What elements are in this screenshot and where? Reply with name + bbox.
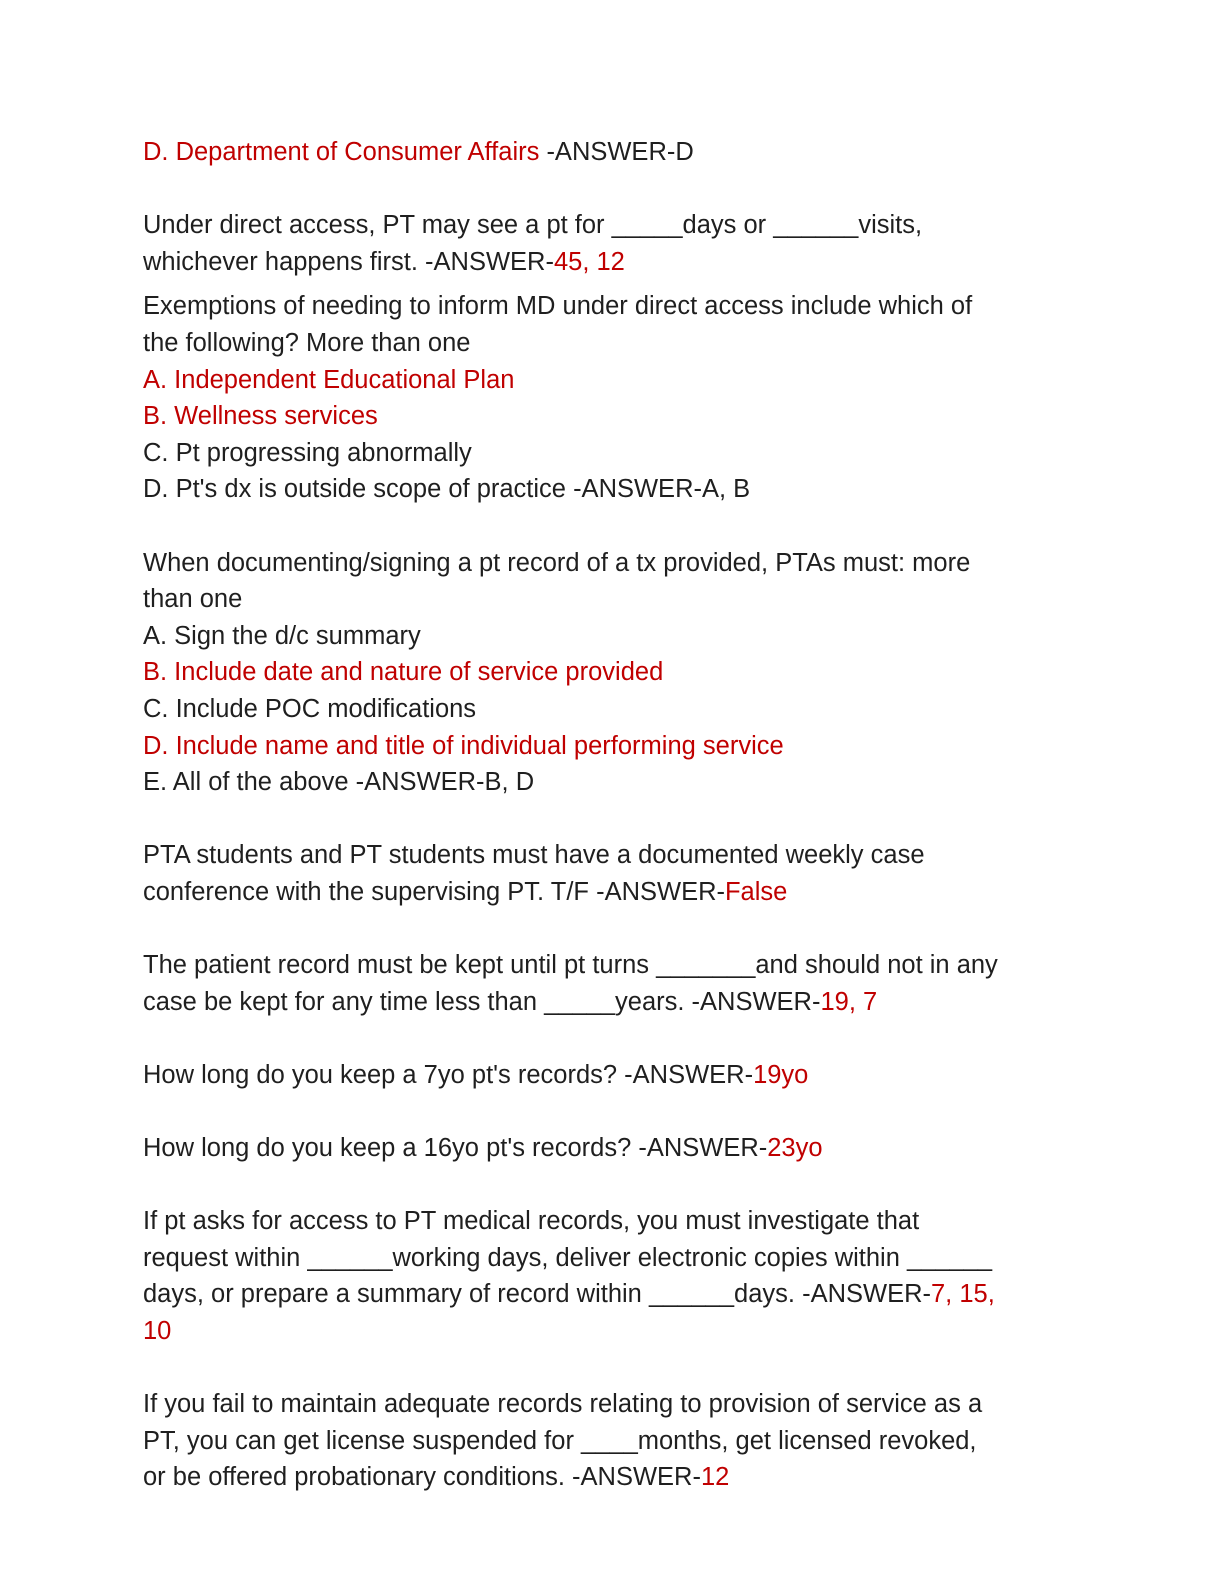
text-line (143, 545, 1103, 582)
block-spacer (143, 910, 1103, 947)
text-line (143, 581, 1103, 618)
question-text: whichever happens first. -ANSWER- (143, 247, 554, 276)
answer-text: 10 (143, 1317, 172, 1345)
text-line (143, 984, 1103, 1021)
answer-text: B. Wellness services (143, 402, 378, 431)
text-line (143, 1057, 1103, 1094)
text-line (143, 288, 1103, 325)
question-text: How long do you keep a 7yo pt's records? -ANSWER- (143, 1060, 754, 1089)
text-line (143, 1459, 1103, 1496)
answer-text: 7, 15, (931, 1280, 995, 1309)
question-text: Exemptions of needing to inform MD under direct access include which of (143, 292, 973, 321)
question-text: C. Pt progressing abnormally (143, 438, 472, 467)
question-text: -ANSWER-D (539, 138, 694, 166)
text-line (143, 1130, 1103, 1167)
text-line (143, 654, 1103, 691)
answer-text: D. Department of Consumer Affairs (143, 138, 540, 166)
question-block (143, 947, 1103, 1020)
text-line (143, 837, 1103, 874)
question-block (143, 134, 1103, 171)
block-spacer (143, 1093, 1103, 1130)
text-line (143, 134, 1103, 171)
block-spacer (143, 1167, 1103, 1204)
text-line (143, 1386, 1103, 1423)
question-text: The patient record must be kept until pt turns _______and should not in any (143, 951, 998, 980)
question-text: When documenting/signing a pt record of a tx provided, PTAs must: more (143, 548, 971, 577)
text-line (143, 691, 1103, 728)
block-spacer (143, 171, 1103, 208)
block-spacer (143, 801, 1103, 838)
question-text: A. Sign the d/c summary (143, 621, 421, 650)
question-text: or be offered probationary conditions. -ANSWER- (143, 1463, 701, 1492)
text-line (143, 728, 1103, 765)
answer-text: 19yo (753, 1060, 809, 1089)
answer-text: False (724, 877, 788, 906)
question-text: If you fail to maintain adequate records relating to provision of service as a (143, 1390, 983, 1419)
question-text: Under direct access, PT may see a pt for _____days or ______visits, (143, 211, 923, 240)
question-block (143, 545, 1103, 801)
question-text: conference with the supervising PT. T/F -ANSWER- (143, 877, 725, 906)
text-line (143, 618, 1103, 655)
question-text: request within ______working days, deliver electronic copies within ______ (143, 1243, 993, 1272)
text-line (143, 874, 1103, 911)
question-block (143, 837, 1103, 910)
question-block (143, 1203, 1103, 1349)
block-spacer (143, 1020, 1103, 1057)
question-text: than one (143, 585, 243, 614)
question-text: How long do you keep a 16yo pt's records? -ANSWER- (143, 1134, 768, 1163)
text-line (143, 1313, 1103, 1350)
question-block (143, 1057, 1103, 1094)
text-line (143, 471, 1103, 508)
question-block (143, 288, 1103, 508)
block-spacer (143, 508, 1103, 545)
question-block (143, 207, 1103, 280)
question-text: C. Include POC modifications (143, 694, 477, 723)
answer-text: 23yo (767, 1134, 823, 1163)
answer-text: B. Include date and nature of service provided (143, 658, 664, 687)
question-text: case be kept for any time less than _____years. -ANSWER- (143, 987, 821, 1016)
question-text: D. Pt's dx is outside scope of practice -ANSWER-A, B (143, 475, 751, 504)
question-text: the following? More than one (143, 328, 471, 357)
text-line (143, 1240, 1103, 1277)
answer-text: D. Include name and title of individual performing service (143, 731, 784, 760)
text-line (143, 947, 1103, 984)
block-spacer (143, 1350, 1103, 1387)
question-text: PT, you can get license suspended for ____months, get licensed revoked, (143, 1426, 977, 1455)
answer-text: A. Independent Educational Plan (143, 365, 515, 394)
text-line (143, 362, 1103, 399)
question-block (143, 1386, 1103, 1496)
document-page (143, 134, 1103, 1496)
question-text: If pt asks for access to PT medical records, you must investigate that (143, 1207, 920, 1236)
text-line (143, 1423, 1103, 1460)
question-block (143, 1130, 1103, 1167)
text-line (143, 435, 1103, 472)
text-line (143, 207, 1103, 244)
text-line (143, 244, 1103, 281)
text-line (143, 1276, 1103, 1313)
text-line (143, 1203, 1103, 1240)
text-line (143, 398, 1103, 435)
question-text: E. All of the above -ANSWER-B, D (143, 768, 535, 797)
answer-text: 12 (700, 1463, 730, 1492)
question-text: days, or prepare a summary of record within ______days. -ANSWER- (143, 1280, 931, 1309)
answer-text: 19, 7 (820, 987, 878, 1016)
text-line (143, 764, 1103, 801)
question-text: PTA students and PT students must have a documented weekly case (143, 841, 925, 870)
answer-text: 45, 12 (553, 247, 625, 276)
text-line (143, 325, 1103, 362)
block-spacer (143, 280, 1103, 288)
